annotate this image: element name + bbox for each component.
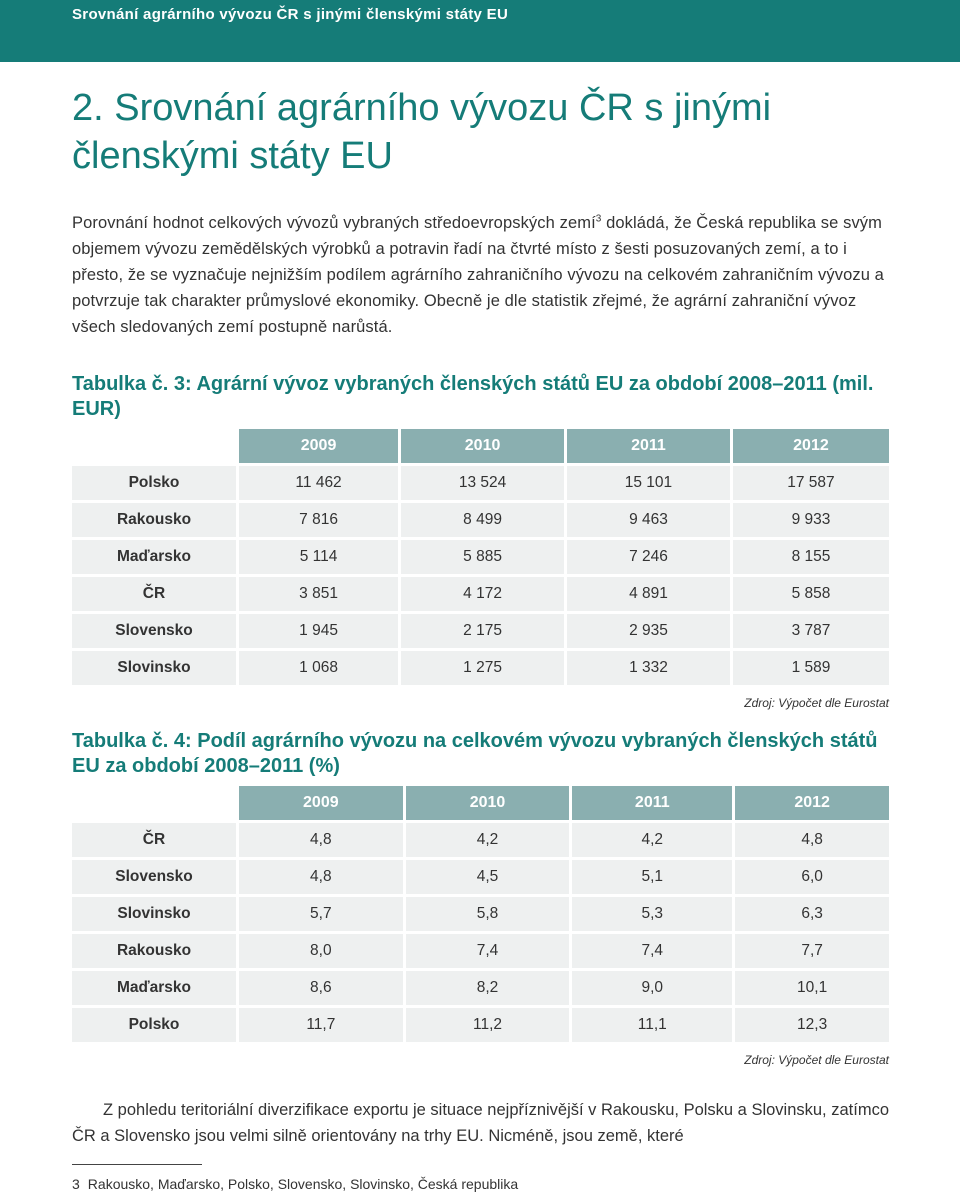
table3-source: Zdroj: Výpočet dle Eurostat [744,696,889,710]
table-cell: 4,8 [239,860,406,894]
table-cell: 17 587 [733,466,889,500]
table-row [72,971,889,1005]
table4-corner-cell [72,786,239,820]
table-cell: 15 101 [567,466,733,500]
table-row [72,577,889,611]
row-label: Polsko [72,1008,239,1042]
table-cell: 9 933 [733,503,889,537]
table-cell: 1 068 [239,651,401,685]
row-label: Rakousko [72,934,239,968]
table4-col-header: 2009 [239,786,406,820]
row-label: ČR [72,823,239,857]
intro-text-start: Porovnání hodnot celkových vývozů vybraných středoevropských zemí [72,214,596,232]
table-cell: 4 891 [567,577,733,611]
table-cell: 11,2 [406,1008,573,1042]
row-label: Polsko [72,466,239,500]
table-row [72,934,889,968]
table-cell: 4,5 [406,860,573,894]
table-cell: 1 275 [401,651,567,685]
table3-header-row [72,429,889,463]
table-cell: 5,7 [239,897,406,931]
table-cell: 9 463 [567,503,733,537]
footnote-divider [72,1164,202,1165]
footnote-number: 3 [72,1176,80,1192]
closing-paragraph: Z pohledu teritoriální diverzifikace exportu je situace nejpříznivější v Rakousku, Polsku a Slovinsku, zatímco ČR a Slovensko jsou velmi silně orientovány na trhy EU. Nicméně, jsou země, které [72,1101,889,1145]
table-cell: 12,3 [735,1008,889,1042]
row-label: Slovinsko [72,651,239,685]
row-label: Slovensko [72,614,239,648]
row-label: Slovensko [72,860,239,894]
table-cell: 4 172 [401,577,567,611]
table-cell: 7,4 [572,934,735,968]
table4-col-header: 2011 [572,786,735,820]
table-cell: 10,1 [735,971,889,1005]
table-cell: 8,2 [406,971,573,1005]
table-cell: 11,7 [239,1008,406,1042]
chapter-title: 2. Srovnání agrárního vývozu ČR s jinými členskými státy EU [72,87,772,177]
table-cell: 2 935 [567,614,733,648]
table-row [72,897,889,931]
table-row [72,614,889,648]
table-row [72,823,889,857]
table3-col-header: 2012 [733,429,889,463]
intro-paragraph [72,210,892,340]
table-cell: 6,0 [735,860,889,894]
footnote-text: Rakousko, Maďarsko, Polsko, Slovensko, Slovinsko, Česká republika [87,1176,519,1192]
table-row [72,466,889,500]
intro-text-end: dokládá, že Česká republika se svým objemem vývozu zemědělských výrobků a potravin řadí na čtvrté místo z šesti posuzovaných zemí, a to i přesto, že se vyznačuje nejnižším podílem agrárního zahraničního vývozu na celkovém zahraničním vývozu a potvrzuje tak charakter průmyslové ekonomiky. Obecně je dle statistik zřejmé, že agrární zahraniční vývoz všech sledovaných zemí postupně narůstá. [72,214,884,336]
table-row [72,1008,889,1042]
table-cell: 11 462 [239,466,401,500]
table3-col-header: 2009 [239,429,401,463]
table-cell: 13 524 [401,466,567,500]
table4-caption: Tabulka č. 4: Podíl agrárního vývozu na celkovém vývozu vybraných členských států EU za období 2008–2011 (%) [72,730,878,777]
footnote [72,1176,518,1192]
table-cell: 5,1 [572,860,735,894]
table-cell: 1 332 [567,651,733,685]
table-cell: 7 816 [239,503,401,537]
row-label: Slovinsko [72,897,239,931]
table4-col-header: 2010 [406,786,573,820]
table3-caption: Tabulka č. 3: Agrární vývoz vybraných členských států EU za období 2008–2011 (mil. EUR) [72,373,874,420]
table-cell: 6,3 [735,897,889,931]
table-row [72,503,889,537]
running-header [0,0,960,62]
table4-header-row [72,786,889,820]
table-cell: 4,2 [572,823,735,857]
table-row [72,651,889,685]
row-label: Maďarsko [72,540,239,574]
row-label: ČR [72,577,239,611]
table-cell: 5 114 [239,540,401,574]
table-cell: 4,8 [735,823,889,857]
table4-source: Zdroj: Výpočet dle Eurostat [744,1053,889,1067]
table-cell: 9,0 [572,971,735,1005]
footnote-ref[interactable]: 3 [595,213,602,225]
table-cell: 7,7 [735,934,889,968]
table-cell: 4,8 [239,823,406,857]
table-row [72,540,889,574]
table-cell: 8,0 [239,934,406,968]
table-cell: 2 175 [401,614,567,648]
table-cell: 5 858 [733,577,889,611]
table-cell: 11,1 [572,1008,735,1042]
table-cell: 3 787 [733,614,889,648]
table3-corner-cell [72,429,239,463]
table-cell: 8 155 [733,540,889,574]
row-label: Maďarsko [72,971,239,1005]
table-cell: 3 851 [239,577,401,611]
table-cell: 1 589 [733,651,889,685]
table4 [72,783,889,1045]
table-cell: 4,2 [406,823,573,857]
table-cell: 7 246 [567,540,733,574]
table-cell: 7,4 [406,934,573,968]
table3 [72,426,889,688]
running-header-title: Srovnání agrárního vývozu ČR s jinými členskými státy EU [72,6,509,23]
table-cell: 8 499 [401,503,567,537]
table4-col-header: 2012 [735,786,889,820]
table-cell: 5,8 [406,897,573,931]
row-label: Rakousko [72,503,239,537]
table3-col-header: 2010 [401,429,567,463]
table-cell: 5,3 [572,897,735,931]
table-cell: 5 885 [401,540,567,574]
table-cell: 8,6 [239,971,406,1005]
table3-col-header: 2011 [567,429,733,463]
table-row [72,860,889,894]
table-cell: 1 945 [239,614,401,648]
